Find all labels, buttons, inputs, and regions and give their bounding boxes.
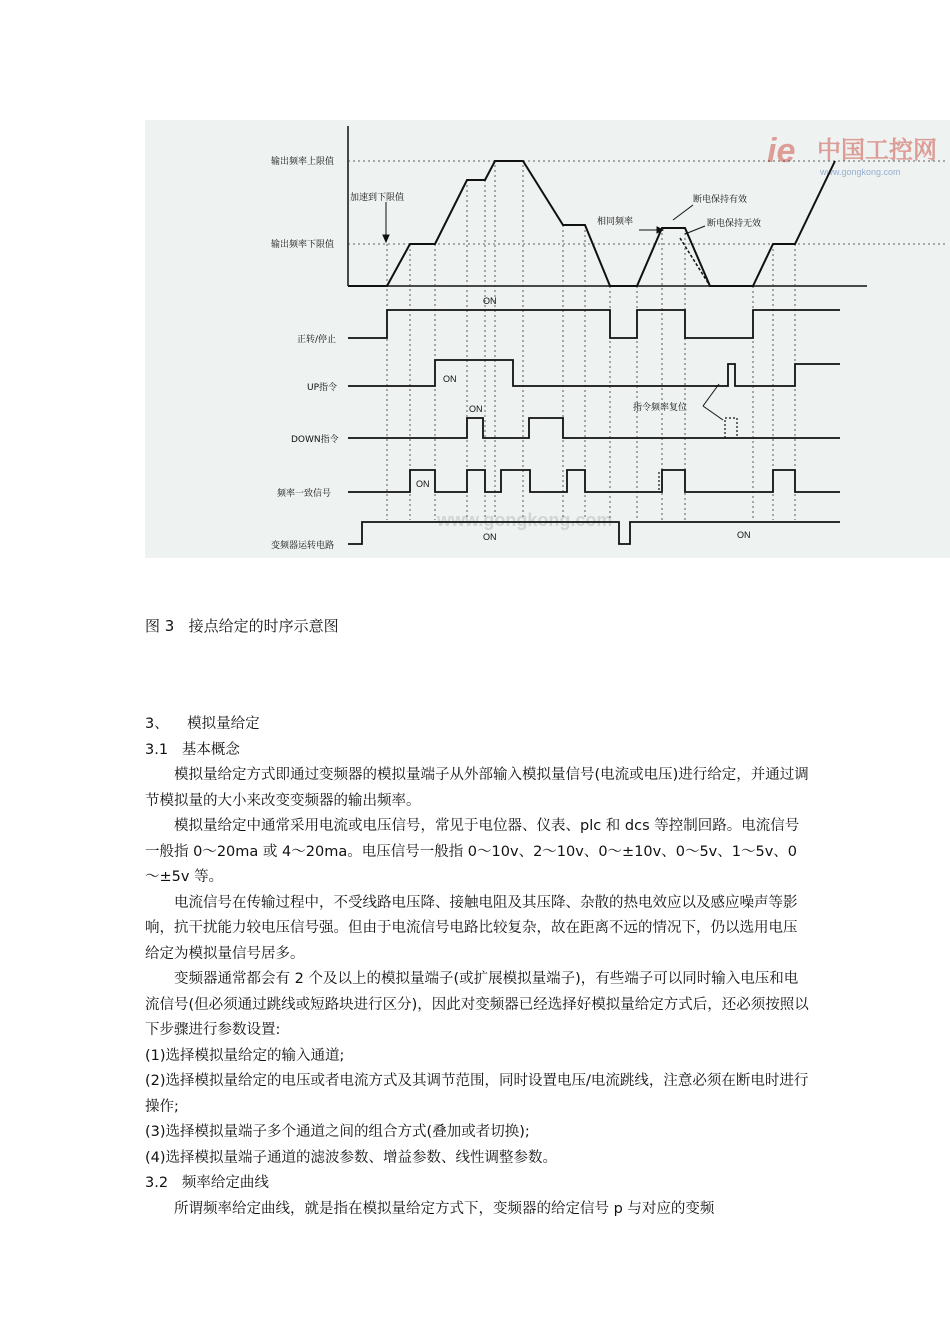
subsection-heading-curve: 3.2 频率给定曲线 (145, 1175, 269, 1191)
watermark-center: www.gongkong.com (437, 510, 613, 530)
event-lines (348, 160, 945, 520)
list-item: (3)选择模拟量端子多个通道之间的组合方式(叠加或者切换); (145, 1124, 530, 1140)
signal-waveforms (348, 310, 840, 544)
on-label: ON (737, 530, 751, 540)
watermark-logo-mark: ie (767, 132, 796, 170)
list-item: (2)选择模拟量给定的电压或者电流方式及其调节范围，同时设置电压/电流跳线，注意必须在断电时进行操作; (145, 1073, 809, 1115)
on-label: ON (483, 532, 497, 542)
on-label: ON (443, 374, 457, 384)
timing-diagram-svg (145, 120, 950, 558)
paragraph: 模拟量给定中通常采用电流或电压信号，常见于电位器、仪表、plc 和 dcs 等控制回路。电流信号一般指 0～20ma 或 4～20ma。电压信号一般指 0～10v、2～10v、0～±10v、0～5v、1～5v、0～±5v 等。 (145, 818, 800, 885)
list-item: (1)选择模拟量给定的输入通道; (145, 1047, 345, 1064)
down-reset-dashed (725, 418, 737, 438)
signal-label-relay: 变频器运转电路 (271, 541, 335, 551)
signal-label-down: DOWN指令 (291, 435, 339, 445)
signal-label-up: UP指令 (307, 383, 338, 393)
wave-up (348, 360, 840, 386)
label-lower-limit: 输出频率下限值 (271, 240, 335, 250)
label-command-reset: 指令频率复位 (633, 403, 688, 413)
wave-down (348, 418, 840, 438)
subsection-heading-basic: 3.1 基本概念 (145, 741, 240, 758)
signal-label-fwd-stop: 正转/停止 (297, 335, 337, 345)
label-start-freq: 相同频率 (597, 217, 634, 227)
label-retain-invalid: 断电保持无效 (707, 219, 762, 229)
label-upper-limit: 输出频率上限值 (271, 157, 335, 167)
document-body (145, 712, 810, 1222)
annotations (383, 202, 723, 420)
label-retain-valid: 断电保持有效 (693, 195, 748, 205)
figure-caption: 图 3 接点给定的时序示意图 (145, 617, 339, 635)
on-label: ON (469, 404, 483, 414)
watermark-brand: 中国工控网 (817, 137, 937, 164)
label-accel-lower: 加速到下限值 (350, 193, 405, 203)
section-heading: 3、 模拟量给定 (145, 716, 260, 732)
paragraph: 电流信号在传输过程中，不受线路电压降、接触电阻及其压降、杂散的热电效应以及感应噪声等影响，抗干扰能力较电压信号强。但由于电流信号电路比较复杂，故在距离不远的情况下，仍以选用电压给定为模拟量信号居多。 (145, 894, 798, 962)
list-item: (4)选择模拟量端子通道的滤波参数、增益参数、线性调整参数。 (145, 1149, 558, 1166)
paragraph: 模拟量给定方式即通过变频器的模拟量端子从外部输入模拟量信号(电流或电压)进行给定，并通过调节模拟量的大小来改变变频器的输出频率。 (145, 767, 809, 809)
paragraph: 变频器通常都会有 2 个及以上的模拟量端子(或扩展模拟量端子)，有些端子可以同时输入电压和电流信号(但必须通过跳线或短路块进行区分)，因此对变频器已经选择好模拟量给定方式后，还必须按照以下步骤进行参数设置: (145, 971, 809, 1038)
output-frequency-curve (348, 161, 835, 286)
paragraph: 所谓频率给定曲线，就是指在模拟量给定方式下，变频器的给定信号 p 与对应的变频 (174, 1200, 715, 1217)
timing-diagram (145, 120, 950, 558)
watermark-url: www.gongkong.com (820, 167, 901, 177)
wave-fwd-stop (348, 310, 840, 338)
on-label: ON (483, 296, 497, 306)
watermark-logo (767, 132, 937, 177)
retain-invalid-curve (680, 238, 710, 286)
signal-label-freq-one: 频率一致信号 (277, 489, 332, 499)
on-label: ON (416, 479, 430, 489)
